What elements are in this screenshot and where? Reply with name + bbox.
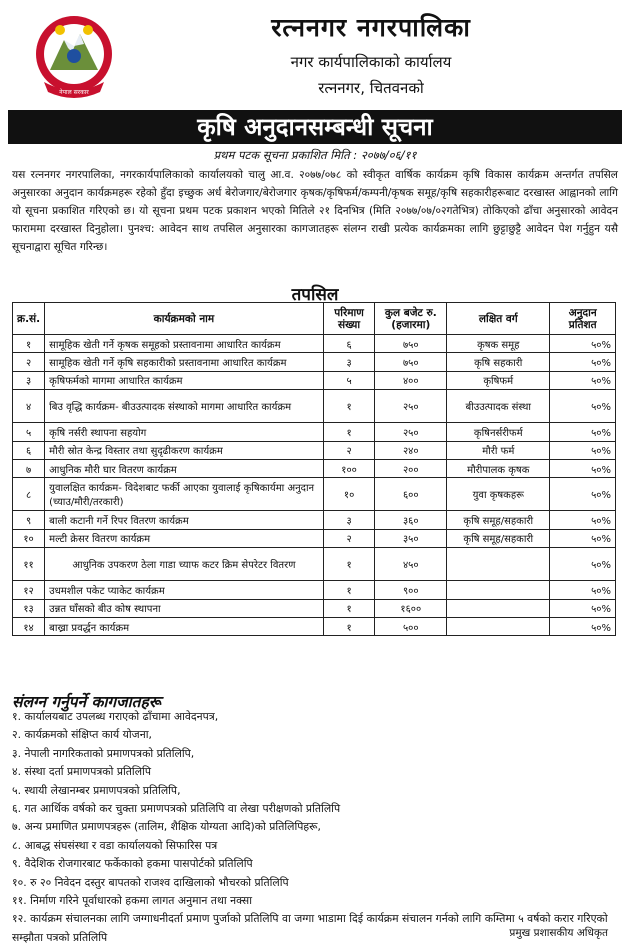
cell-qty: ६ (323, 335, 375, 353)
cell-subsidy: ५०% (550, 390, 616, 423)
cell-sn: ७ (13, 459, 45, 477)
col-header-sn: क्र.सं. (13, 303, 45, 335)
table-row (13, 617, 616, 635)
cell-budget: २०० (375, 459, 447, 477)
cell-qty: १०० (323, 459, 375, 477)
cell-sn: १० (13, 529, 45, 547)
table-row (13, 529, 616, 547)
cell-program: कृषिफर्मको मागमा आधारित कार्यक्रम (45, 371, 324, 389)
cell-target: कृषि सहकारी (447, 353, 550, 371)
cell-program: उन्नत घाँसको बीउ कोष स्थापना (45, 599, 324, 617)
cell-subsidy: ५०% (550, 441, 616, 459)
cell-program: बाख्रा प्रवर्द्धन कार्यक्रम (45, 617, 324, 635)
col-header-subsidy: अनुदान प्रतिशत (550, 303, 616, 335)
org-name: रत्ननगर नगरपालिका (271, 13, 471, 42)
list-item: ७. अन्य प्रमाणित प्रमाणपत्रहरू (तालिम, शैक्षिक योग्यता आदि)को प्रतिलिपिहरू, (12, 820, 321, 834)
cell-target: कृषि समूह/सहकारी (447, 511, 550, 529)
cell-program: सामूहिक खेती गर्ने कृषक समूहको प्रस्तावनामा आधारित कार्यक्रम (45, 335, 324, 353)
cell-program: बाली कटानी गर्ने रिपर वितरण कार्यक्रम (45, 511, 324, 529)
cell-qty: ५ (323, 371, 375, 389)
cell-sn: ६ (13, 441, 45, 459)
col-header-qty: परिमाण संख्या (323, 303, 375, 335)
cell-sn: ५ (13, 423, 45, 441)
cell-target (447, 581, 550, 599)
cell-target: कृषक समूह (447, 335, 550, 353)
cell-qty: १ (323, 599, 375, 617)
cell-sn: १२ (13, 581, 45, 599)
table-header-row (13, 303, 616, 335)
table-row (13, 459, 616, 477)
list-item: ३. नेपाली नागरिकताको प्रमाणपत्रको प्रतिलिपि, (12, 746, 195, 760)
table-row (13, 548, 616, 581)
cell-target: कृषिफर्म (447, 371, 550, 389)
cell-program: आधुनिक मौरी घार वितरण कार्यक्रम (45, 459, 324, 477)
cell-budget: ५०० (375, 617, 447, 635)
cell-subsidy: ५०% (550, 353, 616, 371)
cell-budget: ४०० (375, 371, 447, 389)
cell-program: कृषि नर्सरी स्थापना सहयोग (45, 423, 324, 441)
notice-header (8, 0, 622, 112)
cell-qty: १ (323, 617, 375, 635)
cell-target: बीउउत्पादक संस्था (447, 390, 550, 423)
subsidy-table (12, 302, 616, 636)
cell-sn: ९ (13, 511, 45, 529)
cell-qty: २ (323, 441, 375, 459)
cell-subsidy: ५०% (550, 511, 616, 529)
table-row (13, 581, 616, 599)
table-row (13, 441, 616, 459)
cell-budget: ७५० (375, 335, 447, 353)
cell-program: मौरी स्रोत केन्द्र विस्तार तथा सुदृढीकरण कार्यक्रम (45, 441, 324, 459)
list-item: २. कार्यक्रमको संक्षिप्त कार्य योजना, (12, 728, 152, 742)
cell-target: मौरी फर्म (447, 441, 550, 459)
col-header-budget: कुल बजेट रु. (हजारमा) (375, 303, 447, 335)
cell-target (447, 617, 550, 635)
list-item: ९. वैदेशिक रोजगारबाट फर्केकाको हकमा पासपोर्टको प्रतिलिपि (12, 857, 253, 871)
col-header-program: कार्यक्रमको नाम (45, 303, 324, 335)
notice-title-banner: कृषि अनुदानसम्बन्धी सूचना (8, 110, 622, 144)
cell-target: कृषिनर्सरीफर्म (447, 423, 550, 441)
office-name: नगर कार्यपालिकाको कार्यालय (290, 53, 452, 71)
cell-program: उधमशील पकेट प्याकेट कार्यक्रम (45, 581, 324, 599)
cell-sn: १३ (13, 599, 45, 617)
col-header-target: लक्षित वर्ग (447, 303, 550, 335)
cell-budget: ३६० (375, 511, 447, 529)
list-item: ४. संस्था दर्ता प्रमाणपत्रको प्रतिलिपि (12, 765, 151, 779)
cell-program: आधुनिक उपकरण ठेला गाडा च्याफ कटर क्रिम सेपरेटर वितरण (45, 548, 324, 581)
publish-date: प्रथम पटक सूचना प्रकाशित मिति : २०७७/०६/११ (213, 148, 417, 162)
list-item: ५. स्थायी लेखानम्बर प्रमाणपत्रको प्रतिलिपि, (12, 783, 181, 797)
cell-program: युवालक्षित कार्यक्रम- विदेशबाट फर्की आएका युवालाई कृषिकार्यमा अनुदान (च्याउ/मौरी/तरकारी) (45, 478, 324, 511)
cell-budget: २५० (375, 390, 447, 423)
table-row (13, 511, 616, 529)
documents-title: संलग्न गर्नुपर्ने कागजातहरू (12, 692, 161, 711)
cell-subsidy: ५०% (550, 617, 616, 635)
cell-target: कृषि समूह/सहकारी (447, 529, 550, 547)
cell-subsidy: ५०% (550, 423, 616, 441)
list-item: ६. गत आर्थिक वर्षको कर चुक्ता प्रमाणपत्रको प्रतिलिपि वा लेखा परीक्षणको प्रतिलिपि (12, 802, 341, 816)
cell-sn: १४ (13, 617, 45, 635)
table-row (13, 371, 616, 389)
cell-program: सामूहिक खेती गर्ने कृषि सहकारीको प्रस्तावनामा आधारित कार्यक्रम (45, 353, 324, 371)
cell-sn: २ (13, 353, 45, 371)
cell-qty: १ (323, 423, 375, 441)
cell-program: बिउ वृद्धि कार्यक्रम- बीउउत्पादक संस्थाको मागमा आधारित कार्यक्रम (45, 390, 324, 423)
cell-subsidy: ५०% (550, 548, 616, 581)
table-row (13, 353, 616, 371)
intro-paragraph: यस रत्ननगर नगरपालिका, नगरकार्यपालिकाको कार्यालयको चालु आ.व. २०७७/०७८ को स्वीकृत वार्षिक कार्यक्रम कृषि विकास कार्यक्रम अन्तर्गत तपसिल अनुसारका अनुदान कार्यक्रमहरू रहेको हुँदा इच्छुक अर्ध बेरोजगार/बेरोजगार कृषक/कृषिफर्म/कम्पनी/कृषक समूह/कृषि सहकारीहरूबाट दरखास्त आह्वानको लागि यो सूचना प्रकाशित गरिएको छ। यो सूचना प्रथम पटक प्रकाशन भएको मितिले २१ दिनभित्र (मिति २०७७/०७/०२गतेभित्र) तोकिएको ढाँचा अनुसारको आवेदन फाराममा दरखास्त दिनुहोला। पुनश्च: आवेदन साथ तपसिल अनुसारका कागजातहरू संलग्न राखी प्रत्येक कार्यक्रमका लागि छुट्टाछुट्टै आवेदन पेश गर्नुहुन यसै सूचनाद्वारा सूचित गरिन्छ। (12, 169, 618, 253)
cell-subsidy: ५०% (550, 599, 616, 617)
cell-qty: १ (323, 390, 375, 423)
list-item: ८. आबद्ध संघसंस्था र वडा कार्यालयको सिफारिस पत्र (12, 838, 218, 852)
cell-budget: २४० (375, 441, 447, 459)
office-place: रत्ननगर, चितवनको (318, 79, 424, 97)
table-row (13, 478, 616, 511)
cell-budget: १६०० (375, 599, 447, 617)
cell-target (447, 548, 550, 581)
cell-qty: २ (323, 529, 375, 547)
table-title: तपसिल (291, 285, 339, 305)
table-row (13, 390, 616, 423)
cell-subsidy: ५०% (550, 335, 616, 353)
cell-budget: ४५० (375, 548, 447, 581)
cell-target: मौरीपालक कृषक (447, 459, 550, 477)
cell-budget: २५० (375, 423, 447, 441)
cell-qty: १ (323, 548, 375, 581)
cell-qty: १० (323, 478, 375, 511)
signatory-title: प्रमुख प्रशासकीय अधिकृत (509, 927, 608, 939)
cell-subsidy: ५०% (550, 478, 616, 511)
list-item: ११. निर्माण गरिने पूर्वाधारको हकमा लागत अनुमान तथा नक्सा (12, 894, 252, 908)
cell-target: युवा कृषकहरू (447, 478, 550, 511)
list-item: १०. रु २० निवेदन दस्तुर बापतको राजश्व दाखिलाको भौचरको प्रतिलिपि (12, 875, 289, 889)
documents-list (12, 708, 618, 947)
cell-qty: ३ (323, 353, 375, 371)
table-row (13, 423, 616, 441)
svg-text:नेपाल सरकार: नेपाल सरकार (59, 89, 89, 96)
cell-subsidy: ५०% (550, 459, 616, 477)
cell-sn: ८ (13, 478, 45, 511)
cell-qty: ३ (323, 511, 375, 529)
header-text (128, 10, 614, 98)
cell-program: मल्टी क्रेसर वितरण कार्यक्रम (45, 529, 324, 547)
cell-target (447, 599, 550, 617)
list-item: १२. कार्यक्रम संचालनका लागि जग्गाधनीदर्ता प्रमाण पुर्जाको प्रतिलिपि वा जग्गा भाडामा दिई कार्यक्रम संचालन गर्नको लागि कम्तिमा ५ वर्षको करार गरिएको सम्झौता पत्रको प्रतिलिपि (12, 912, 608, 944)
list-item: १. कार्यालयबाट उपलब्ध गराएको ढाँचामा आवेदनपत्र, (12, 710, 219, 723)
cell-subsidy: ५०% (550, 371, 616, 389)
cell-budget: ६०० (375, 478, 447, 511)
cell-budget: ७५० (375, 353, 447, 371)
cell-subsidy: ५०% (550, 581, 616, 599)
cell-subsidy: ५०% (550, 529, 616, 547)
table-row (13, 335, 616, 353)
cell-sn: ४ (13, 390, 45, 423)
cell-sn: १ (13, 335, 45, 353)
table-row (13, 599, 616, 617)
cell-sn: ३ (13, 371, 45, 389)
cell-sn: ११ (13, 548, 45, 581)
cell-budget: ९०० (375, 581, 447, 599)
nepal-emblem-icon (30, 12, 118, 106)
cell-budget: ३५० (375, 529, 447, 547)
cell-qty: १ (323, 581, 375, 599)
